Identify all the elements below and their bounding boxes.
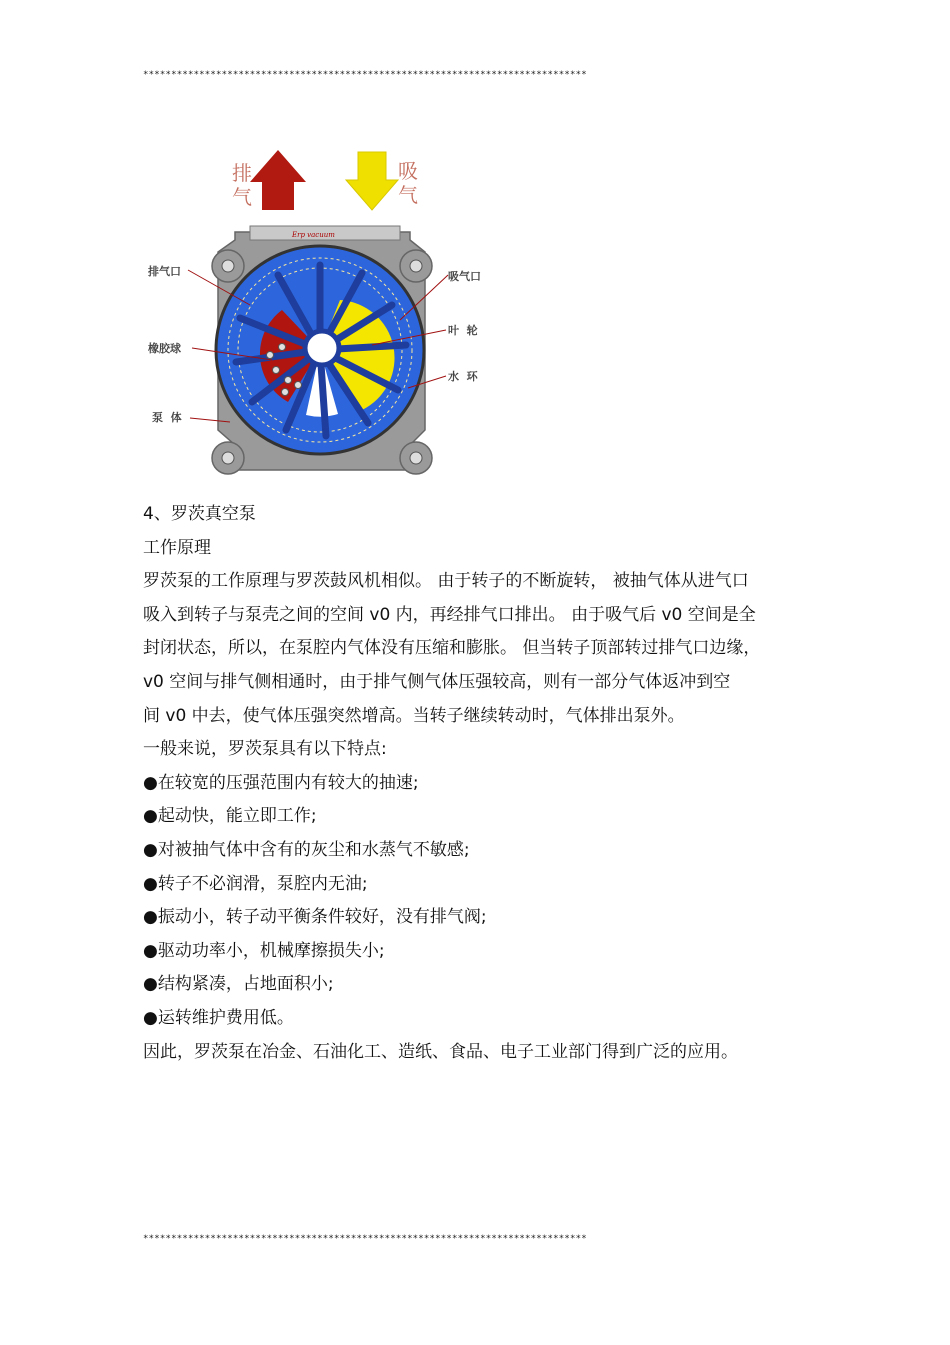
feature-item: ●振动小，转子动平衡条件较好，没有排气阀; — [143, 907, 487, 928]
section-heading: 4、罗茨真空泵 — [143, 504, 256, 524]
intake-arrow-icon — [346, 152, 398, 210]
intake-label-1: 吸 — [398, 159, 418, 183]
bolt-hole — [410, 452, 422, 464]
paragraph-line: 一般来说，罗茨泵具有以下特点: — [143, 739, 387, 760]
footer-rule: ******************************************************************************* — [143, 1234, 587, 1244]
feature-item: ●在较宽的压强范围内有较大的抽速; — [143, 772, 419, 793]
callout-exhaust-port: 排气口 — [148, 265, 181, 278]
callout-rubber-ball: 橡胶球 — [148, 342, 181, 355]
feature-item: ●对被抽气体中含有的灰尘和水蒸气不敏感; — [143, 839, 470, 860]
paragraph-line: 封闭状态，所以，在泵腔内气体没有压缩和膨胀。 但当转子顶部转过排气口边缘， — [143, 638, 761, 659]
feature-item: ●结构紧凑，占地面积小; — [143, 974, 334, 995]
conclusion-line: 因此，罗茨泵在冶金、石油化工、造纸、食品、电子工业部门得到广泛的应用。 — [143, 1041, 738, 1062]
intake-label-2: 气 — [398, 183, 418, 207]
feature-item: ●起动快，能立即工作; — [143, 806, 317, 827]
callout-impeller: 叶 轮 — [448, 324, 478, 337]
feature-item: ●运转维护费用低。 — [143, 1007, 294, 1028]
water-ring-pump-diagram — [140, 140, 500, 485]
callout-intake-port: 吸气口 — [448, 270, 481, 283]
impeller-hub — [305, 331, 339, 365]
bolt-hole — [410, 260, 422, 272]
bolt-hole — [222, 260, 234, 272]
callout-pump-body: 泵 体 — [152, 411, 182, 424]
exhaust-label-2: 气 — [232, 185, 252, 209]
bolt-hole — [222, 452, 234, 464]
brand-text: Erp vacuum — [292, 231, 335, 239]
header-rule: ******************************************************************************* — [143, 70, 587, 80]
exhaust-arrow-icon — [250, 150, 306, 210]
feature-item: ●转子不必润滑，泵腔内无油; — [143, 873, 368, 894]
paragraph-line: 间 v0 中去，使气体压强突然增高。当转子继续转动时，气体排出泵外。 — [143, 705, 685, 726]
section-subheading: 工作原理 — [143, 537, 211, 558]
exhaust-label-1: 排 — [232, 161, 252, 185]
paragraph-line: 罗茨泵的工作原理与罗茨鼓风机相似。 由于转子的不断旋转， 被抽气体从进气口 — [143, 571, 749, 592]
paragraph-line: v0 空间与排气侧相通时，由于排气侧气体压强较高，则有一部分气体返冲到空 — [143, 671, 731, 692]
paragraph-line: 吸入到转子与泵壳之间的空间 v0 内，再经排气口排出。 由于吸气后 v0 空间是全 — [143, 604, 756, 625]
feature-item: ●驱动功率小，机械摩擦损失小; — [143, 940, 385, 961]
callout-water-ring: 水 环 — [448, 370, 478, 383]
document-body — [143, 498, 808, 1069]
